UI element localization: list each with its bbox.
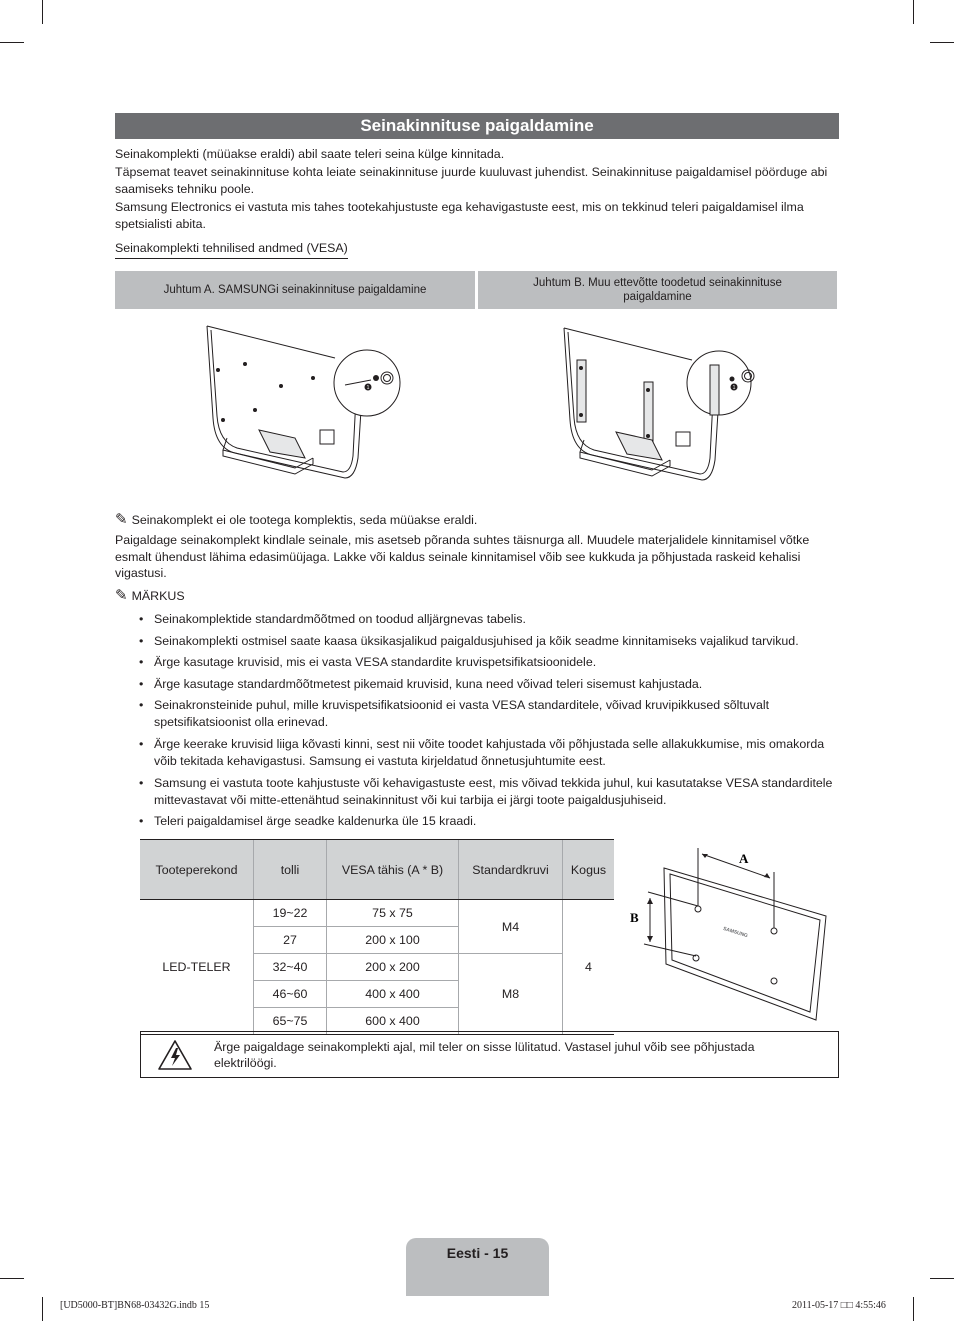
table-cell: 75 x 75 [327, 900, 459, 927]
page-number-tab: Eesti - 15 [406, 1238, 549, 1296]
column-header: VESA tähis (A * B) [327, 840, 459, 900]
list-item: • Ärge kasutage standardmõõtmetest pikemaid kruvisid, kuna need võivad teleri sisemust kahjustada. [139, 676, 839, 693]
table-cell: 200 x 100 [327, 927, 459, 954]
page-title: Seinakinnituse paigaldamine [115, 113, 839, 139]
table-cell: 46~60 [254, 981, 327, 1008]
table-cell-family: LED-TELER [140, 900, 254, 1035]
notes-list [139, 611, 839, 835]
table-cell: 600 x 400 [327, 1008, 459, 1035]
table-cell: M4 [459, 900, 563, 954]
crop-mark [930, 1278, 954, 1279]
callout-number: 1 [366, 385, 370, 391]
table-header-row [140, 840, 614, 900]
brand-logo: SAMSUNG [722, 925, 749, 940]
list-item: • Samsung ei vastuta toote kahjustuste või kehavigastuste eest, mis võivad tekkida juhul, kui kasutatakse VESA standarditele mittevastavat või mitte-ettenähtud seinakinnitust või kui tarbija ei järgi toote paigaldusjuhiseid. [139, 775, 839, 809]
column-header: Tooteperekond [140, 840, 254, 900]
table-cell: 400 x 400 [327, 981, 459, 1008]
pencil-note-icon: ✎ [115, 587, 128, 604]
vesa-table [140, 839, 614, 1035]
crop-mark [42, 1297, 43, 1321]
table-cell: 32~40 [254, 954, 327, 981]
crop-mark [0, 1278, 24, 1279]
table-cell: 4 [563, 900, 615, 1035]
table-cell: 19~22 [254, 900, 327, 927]
intro-text [115, 146, 839, 234]
dimension-label-b: B [630, 910, 639, 925]
installation-warning: Paigaldage seinakomplekt kindlale seinale, mis asetseb põranda suhtes täisnurga all. Muudele materjalidele kinnitamisel võtke esmalt ühendust lähima edasimüüjaga. Lakke või kaldus seinale kinnitamisel võib see kukkuda ja põhjustada raskeid kehalisi vigastusi. [115, 533, 810, 581]
caution-text: Ärge paigaldage seinakomplekti ajal, mil teler on sisse lülitatud. Vastasel juhul võib see põhjustada elektrilöögi. [214, 1040, 755, 1070]
electric-shock-warning-icon [157, 1039, 193, 1071]
list-item: • Teleri paigaldamisel ärge seadke kaldenurka üle 15 kraadi. [139, 813, 839, 830]
table-cell: 27 [254, 927, 327, 954]
list-item: • Seinakomplektide standardmõõtmed on toodud alljärgnevas tabelis. [139, 611, 839, 628]
print-slug-right: 2011-05-17 □□ 4:55:46 [792, 1300, 886, 1311]
print-slug-left: [UD5000-BT]BN68-03432G.indb 15 [60, 1300, 210, 1311]
case-a-header: Juhtum A. SAMSUNGi seinakinnituse paigaldamine [115, 271, 475, 309]
column-header: Standardkruvi [459, 840, 563, 900]
list-item: • Ärge kasutage kruvisid, mis ei vasta VESA standardite kruvispetsifikatsioonidele. [139, 654, 839, 671]
case-b-header: Juhtum B. Muu ettevõtte toodetud seinakinnituse paigaldamine [478, 271, 837, 309]
crop-mark [930, 42, 954, 43]
notes-heading [115, 588, 185, 604]
dimension-label-a: A [739, 851, 749, 866]
list-item: • Seinakomplekti ostmisel saate kaasa üksikasjalikud paigaldusjuhised ja kõik seadme kinnitamiseks vajalikud tarvikud. [139, 633, 839, 650]
intro-paragraph: Samsung Electronics ei vastuta mis tahes tootekahjustuste ega kehavigastuste eest, mis on tekkinud teleri paigaldamisel ilma spetsialisti abita. [115, 199, 804, 231]
crop-mark [42, 0, 43, 24]
pencil-note-icon: ✎ [115, 511, 128, 528]
crop-mark [0, 42, 24, 43]
note-kit-sold-separately [115, 512, 839, 528]
spec-heading: Seinakomplekti tehnilised andmed (VESA) [115, 241, 348, 259]
table-cell: M8 [459, 954, 563, 1035]
table-cell: 65~75 [254, 1008, 327, 1035]
case-b-illustration [552, 320, 767, 495]
case-a-illustration [195, 318, 410, 488]
caution-box [140, 1031, 839, 1078]
table-row [140, 900, 614, 927]
crop-mark [913, 0, 914, 24]
column-header: tolli [254, 840, 327, 900]
intro-paragraph: Seinakomplekti (müüakse eraldi) abil saate teleri seina külge kinnitada. [115, 147, 505, 161]
column-header: Kogus [563, 840, 615, 900]
crop-mark [913, 1297, 914, 1321]
notes-heading-text: MÄRKUS [131, 589, 185, 603]
list-item: • Seinakronsteinide puhul, mille kruvispetsifikatsioonid ei vasta VESA standarditele, võivad kruvipikkused sõltuvalt spetsifikatsioonist olla erinevad. [139, 697, 839, 731]
callout-number: 1 [732, 385, 736, 391]
intro-paragraph: Täpsemat teavet seinakinnituse kohta leiate seinakinnituse juurde kuuluvast juhendist. Seinakinnituse paigaldamisel pöörduge abi saamiseks tehniku poole. [115, 164, 828, 196]
vesa-dimension-diagram [626, 838, 841, 1028]
note-text: Seinakomplekt ei ole tootega komplektis, seda müüakse eraldi. [131, 513, 478, 527]
list-item: • Ärge keerake kruvisid liiga kõvasti kinni, sest nii võite toodet kahjustada või põhjustada selle allakukkumise, mis omakorda võib tekitada kehavigastusi. Samsung ei vastuta kirjeldatud õnnetusjuhtumite eest. [139, 736, 839, 770]
table-cell: 200 x 200 [327, 954, 459, 981]
